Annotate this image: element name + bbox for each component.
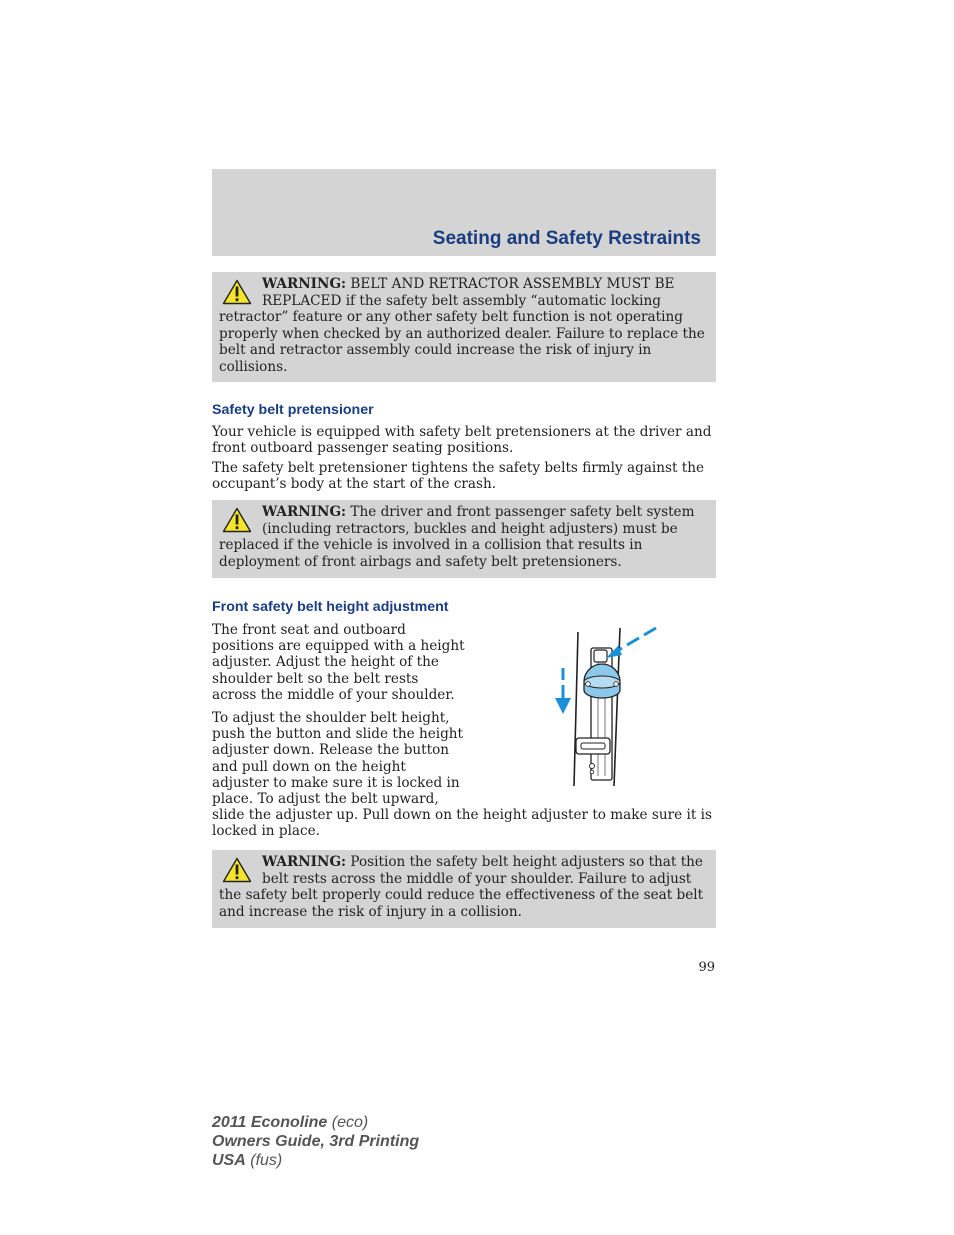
- section-header-band: [212, 169, 716, 256]
- paragraph-pretensioner-2: The safety belt pretensioner tightens the safety belts firmly against the occupant’s body at the start of the crash.: [212, 460, 705, 493]
- slide-down-arrow-icon: [555, 668, 571, 714]
- footer-line-3: USA (fus): [212, 1152, 283, 1169]
- paragraph-pretensioner-1: Your vehicle is equipped with safety belt pretensioners at the driver and front outboard passenger seating positions.: [212, 424, 712, 457]
- footer-line-2: Owners Guide, 3rd Printing: [212, 1133, 420, 1150]
- warning-box-1: [212, 272, 716, 382]
- warning-text-2: WARNING: The driver and front passenger safety belt system (including retractors, buckles and height adjusters) must be replaced if the vehicle is involved in a collision that results in deployment of front airbags and safety belt pretensioners.: [219, 504, 695, 570]
- adjuster-slot: [594, 650, 607, 662]
- section-title: Seating and Safety Restraints: [432, 228, 701, 249]
- press-arrow-icon: [606, 628, 656, 658]
- warning-box-3: [212, 850, 716, 928]
- pillar-trim-left: [574, 632, 578, 786]
- warning-box-2: [212, 500, 716, 578]
- warning-triangle-icon: [222, 279, 252, 305]
- page-number: 99: [698, 960, 715, 975]
- warning-label: WARNING:: [262, 504, 347, 520]
- belt-height-adjuster-illustration: [548, 620, 662, 790]
- section-heading-height-adjustment: Front safety belt height adjustment: [212, 599, 449, 615]
- document-footer: [212, 1113, 419, 1170]
- warning-label: WARNING:: [262, 854, 347, 870]
- paragraph-height-2: To adjust the shoulder belt height, push the button and slide the height adjuster down. Release the button and pull down on the height adjuster to make sure it is locked in place. To adjust the belt upward, slide the adjuster up. Pull down on the height adjuster to make sure it is locked in place.: [212, 710, 712, 840]
- warning-text-3: WARNING: Position the safety belt height adjusters so that the belt rests across the middle of your shoulder. Failure to adjust the safety belt properly could reduce the effectiveness of the seat belt and increase the risk of injury in a collision.: [219, 854, 704, 920]
- footer-line-1: 2011 Econoline (eco): [212, 1114, 369, 1131]
- warning-triangle-icon: [222, 857, 252, 883]
- warning-label: WARNING:: [262, 276, 347, 292]
- section-heading-pretensioner: Safety belt pretensioner: [212, 402, 374, 418]
- warning-text-1: WARNING: BELT AND RETRACTOR ASSEMBLY MUST BE REPLACED if the safety belt assembly “automatic locking retractor” feature or any other safety belt function is not operating properly when checked by an authorized dealer. Failure to replace the belt and retractor assembly could increase the risk of injury in collisions.: [219, 276, 705, 375]
- warning-triangle-icon: [222, 507, 252, 533]
- paragraph-height-1: The front seat and outboard positions are equipped with a height adjuster. Adjust the height of the shoulder belt so the belt rests across the middle of your shoulder.: [212, 622, 465, 703]
